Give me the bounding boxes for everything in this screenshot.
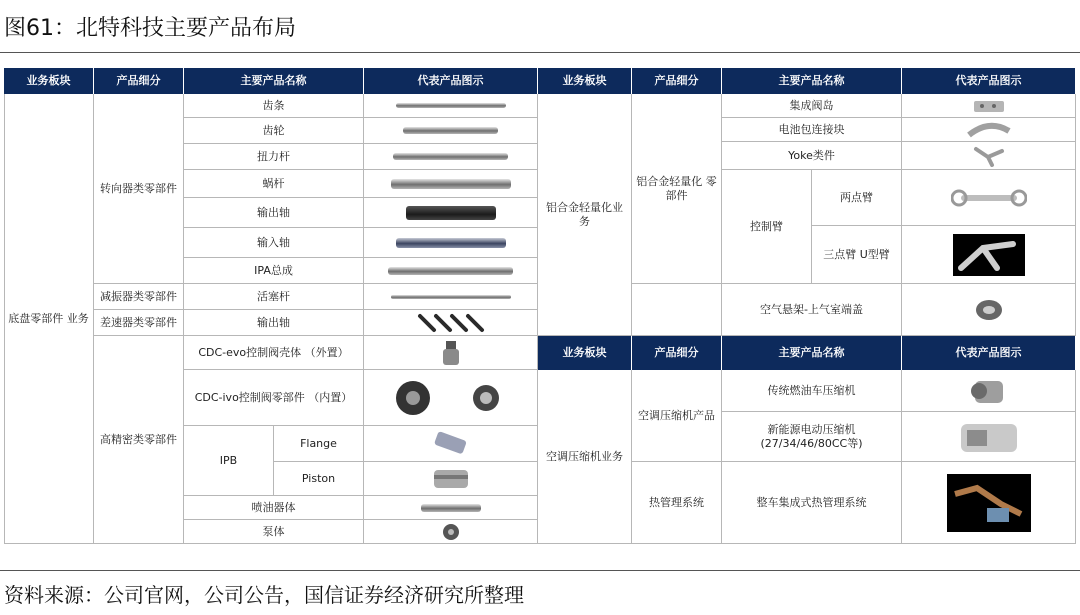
product-ipa: IPA总成 <box>184 258 364 284</box>
image-cell-injector <box>364 496 538 520</box>
product-control-arm: 控制臂 <box>722 170 812 284</box>
torsion-bar-image <box>393 153 508 160</box>
thermal-system-image <box>947 474 1031 532</box>
image-cell-worm <box>364 170 538 198</box>
image-cell-rack <box>364 94 538 118</box>
output-shaft-image <box>406 206 496 220</box>
product-torsion-bar: 扭力杆 <box>184 144 364 170</box>
category-damper: 减振器类零部件 <box>94 284 184 310</box>
valve-island-image <box>972 97 1006 115</box>
piston-rod-image <box>391 295 511 299</box>
product-flange: Flange <box>274 426 364 462</box>
image-cell-yoke <box>902 142 1076 170</box>
product-piston-rod: 活塞杆 <box>184 284 364 310</box>
product-worm: 蜗杆 <box>184 170 364 198</box>
product-valve-island: 集成阀岛 <box>722 94 902 118</box>
category-steering: 转向器类零部件 <box>94 94 184 284</box>
image-cell-piston-rod <box>364 284 538 310</box>
product-cdc-evo: CDC-evo控制阀壳体 （外置） <box>184 336 364 370</box>
cdc-evo-image <box>440 339 462 367</box>
diff-output-shaft-image <box>416 313 486 333</box>
image-cell-pump <box>364 520 538 544</box>
image-cell-piston <box>364 462 538 496</box>
category-thermal: 热管理系统 <box>632 462 722 544</box>
ipa-image <box>388 267 513 275</box>
image-cell-battery-connector <box>902 118 1076 142</box>
input-shaft-image <box>396 238 506 248</box>
ice-compressor-image <box>969 375 1009 407</box>
header-product-right: 主要产品名称 <box>722 68 902 94</box>
product-two-point-arm: 两点臂 <box>812 170 902 226</box>
product-input-shaft: 输入轴 <box>184 228 364 258</box>
header2-segment: 业务板块 <box>538 336 632 370</box>
worm-image <box>391 179 511 189</box>
category-precision: 高精密类零部件 <box>94 336 184 544</box>
three-point-arm-image <box>953 234 1025 276</box>
product-battery-connector: 电池包连接块 <box>722 118 902 142</box>
header-image-right: 代表产品图示 <box>902 68 1076 94</box>
bottom-rule <box>0 570 1080 571</box>
product-rack: 齿条 <box>184 94 364 118</box>
header2-product: 主要产品名称 <box>722 336 902 370</box>
two-point-arm-image <box>951 187 1027 209</box>
product-air-spring-cap: 空气悬架-上气室端盖 <box>722 284 902 336</box>
figure-title: 图61：北特科技主要产品布局 <box>4 16 296 41</box>
header2-category: 产品细分 <box>632 336 722 370</box>
segment-chassis: 底盘零部件 业务 <box>4 94 94 544</box>
product-output-shaft: 输出轴 <box>184 198 364 228</box>
header-category-right: 产品细分 <box>632 68 722 94</box>
pump-image <box>441 522 461 542</box>
category-differential: 差速器类零部件 <box>94 310 184 336</box>
image-cell-cdc-ivo <box>364 370 538 426</box>
piston-image <box>431 465 471 493</box>
image-cell-gear <box>364 118 538 144</box>
product-ice-compressor: 传统燃油车压缩机 <box>722 370 902 412</box>
image-cell-cdc-evo <box>364 336 538 370</box>
product-pump: 泵体 <box>184 520 364 544</box>
product-thermal-system: 整车集成式热管理系统 <box>722 462 902 544</box>
source-note: 资料来源：公司官网，公司公告，国信证券经济研究所整理 <box>4 583 524 607</box>
image-cell-flange <box>364 426 538 462</box>
image-cell-three-point-arm <box>902 226 1076 284</box>
image-cell-diff-output-shaft <box>364 310 538 336</box>
image-cell-ev-compressor <box>902 412 1076 462</box>
category-ac-compressor: 空调压缩机产品 <box>632 370 722 462</box>
segment-aluminium: 铝合金轻量化业务 <box>538 94 632 336</box>
product-cdc-ivo: CDC-ivo控制阀零部件 （内置） <box>184 370 364 426</box>
header-segment: 业务板块 <box>4 68 94 94</box>
segment-ac: 空调压缩机业务 <box>538 370 632 544</box>
image-cell-input-shaft <box>364 228 538 258</box>
image-cell-ice-compressor <box>902 370 1076 412</box>
category-aluminium-blank <box>632 284 722 336</box>
air-spring-cap-image <box>974 298 1004 322</box>
category-aluminium: 铝合金轻量化 零部件 <box>632 94 722 284</box>
injector-image <box>421 504 481 512</box>
header-image: 代表产品图示 <box>364 68 538 94</box>
product-diff-output-shaft: 输出轴 <box>184 310 364 336</box>
image-cell-ipa <box>364 258 538 284</box>
image-cell-air-spring-cap <box>902 284 1076 336</box>
header-category: 产品细分 <box>94 68 184 94</box>
image-cell-output-shaft <box>364 198 538 228</box>
product-ipb: IPB <box>184 426 274 496</box>
product-yoke: Yoke类件 <box>722 142 902 170</box>
image-cell-two-point-arm <box>902 170 1076 226</box>
flange-image <box>431 430 471 458</box>
ev-compressor-image <box>957 416 1021 458</box>
image-cell-valve-island <box>902 94 1076 118</box>
top-rule <box>0 52 1080 53</box>
header-segment-right: 业务板块 <box>538 68 632 94</box>
yoke-image <box>972 145 1006 167</box>
product-gear: 齿轮 <box>184 118 364 144</box>
product-piston: Piston <box>274 462 364 496</box>
header2-image: 代表产品图示 <box>902 336 1076 370</box>
product-three-point-arm: 三点臂 U型臂 <box>812 226 902 284</box>
rack-image <box>396 103 506 108</box>
product-ev-compressor: 新能源电动压缩机 (27/34/46/80CC等) <box>722 412 902 462</box>
gear-image <box>403 127 498 134</box>
image-cell-thermal-system <box>902 462 1076 544</box>
header-product: 主要产品名称 <box>184 68 364 94</box>
cdc-ivo-image <box>391 378 511 418</box>
image-cell-torsion-bar <box>364 144 538 170</box>
product-injector: 喷油器体 <box>184 496 364 520</box>
battery-connector-image <box>967 121 1011 139</box>
